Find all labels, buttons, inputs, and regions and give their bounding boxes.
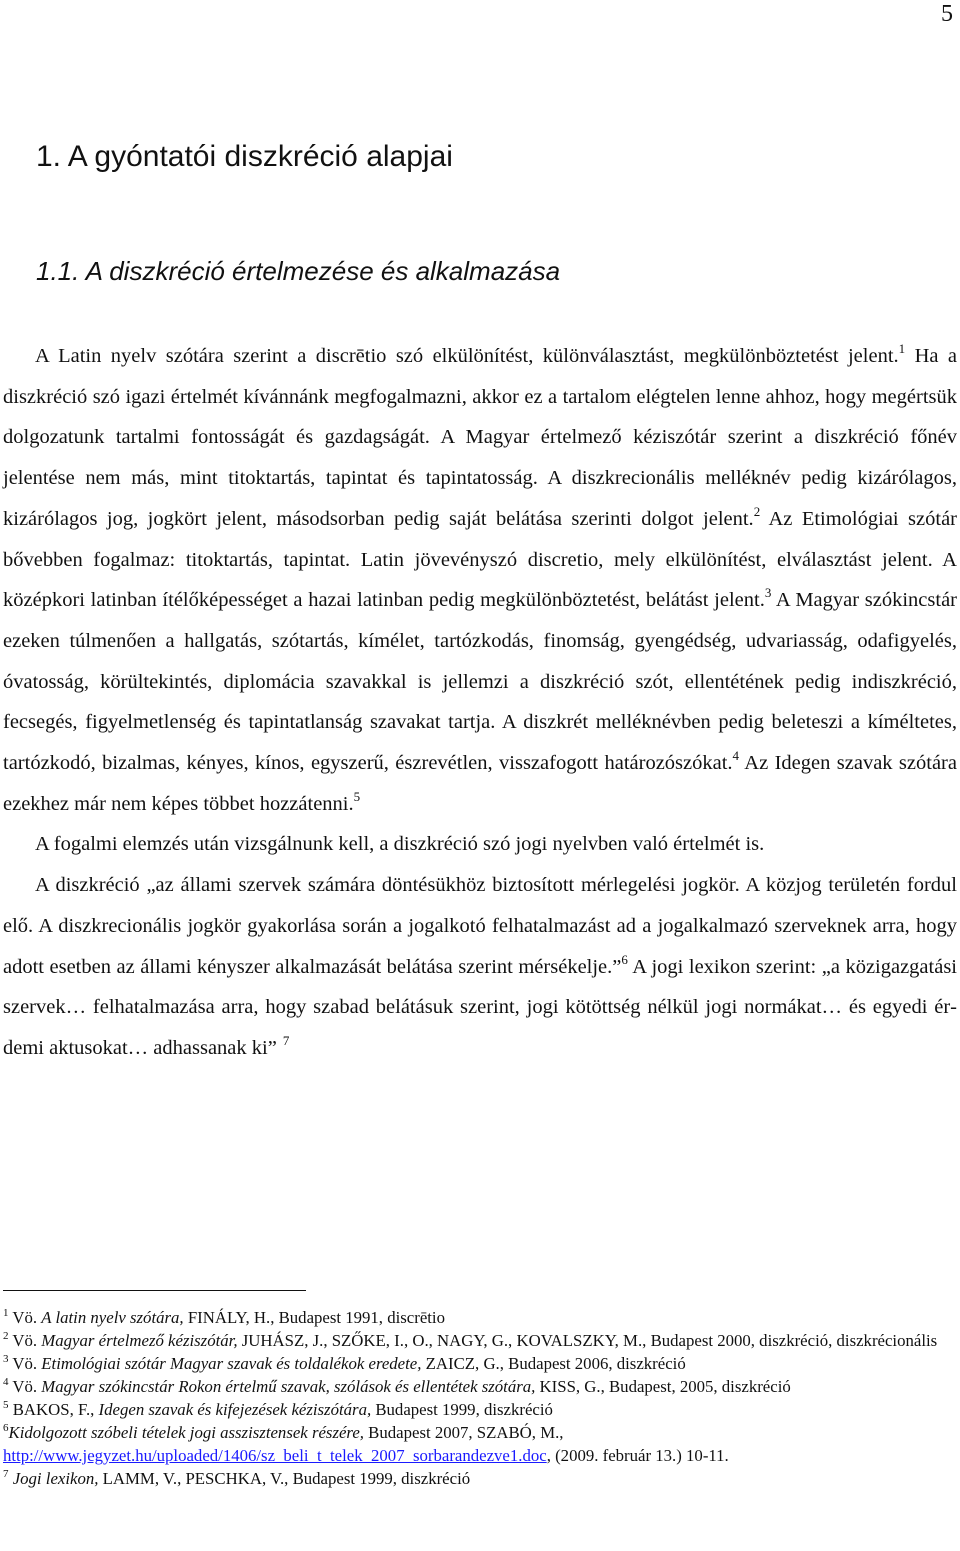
footnote-rest: , (2009. február 13.) 10-11.: [546, 1446, 729, 1465]
footnote-ref: 6: [621, 951, 628, 967]
footnote-4: [3, 1375, 957, 1398]
section-heading: 1.1. A diszkréció értelmezése és alkalmazása: [36, 256, 561, 286]
paragraph-text: A Latin nyelv szótára szerint a discrētio szó elkülönítést, különválasztást, megkülönböztetést jelent.: [35, 345, 899, 367]
paragraph-text: A jogi lexikon szerint: „a közigazgatási szervek… felhatalmazása arra, hogy szabad belátásuk szerint, jogi kötöttség nélkül jogi normákat… és egyedi érdemi aktusokat… adhassanak ki”: [3, 955, 957, 1059]
footnote-separator: [3, 1290, 306, 1291]
footnote-3: [3, 1352, 957, 1375]
footnote-link[interactable]: http://www.jegyzet.hu/uploaded/1406/sz_beli_t_telek_2007_sorbarandezve1.doc: [3, 1446, 547, 1465]
footnote-rest: LAMM, V., PESCHKA, V., Budapest 1999, diszkréció: [98, 1469, 471, 1488]
footnote-title: Etimológiai szótár Magyar szavak és toldalékok eredete,: [41, 1354, 422, 1373]
footnote-rest: JUHÁSZ, J., SZŐKE, I., O., NAGY, G., KOVALSZKY, M., Budapest 2000, diszkréció, diszkrécionális: [237, 1331, 938, 1350]
footnote-1: [3, 1306, 957, 1329]
footnote-6: [3, 1421, 957, 1467]
chapter-heading: 1. A gyóntatói diszkréció alapjai: [36, 140, 453, 173]
footnotes: [3, 1306, 957, 1490]
paragraph-text: A Magyar szókincstár ezeken túlmenően a hallgatás, szótartás, kímélet, tartózkodás, finomság, gyengédség, udvariasság, odafigyelés, óvatosság, körültekintés, diplomácia szavakkal is jellemzi a diszkréció szót, ellentétének pedig indiszkréció, fecsegés, figyelmetlenség és tapintatlanság szavakat tartja. A diszkrét melléknévben pedig beleteszi a kíméltetes, tartózkodó, bizalmas, kényes, kínos, egyszerű, észrevétlen, visszafogott határozószókat.: [3, 589, 958, 775]
footnote-ref: 5: [353, 788, 361, 804]
footnote-title: A latin nyelv szótára,: [41, 1308, 184, 1327]
footnote-7: [3, 1467, 957, 1490]
footnote-title: Magyar értelmező kéziszótár,: [41, 1331, 238, 1350]
paragraph-legal-meaning: [3, 865, 957, 1069]
footnote-number: 5: [3, 1399, 9, 1411]
footnote-2: [3, 1329, 957, 1352]
footnote-ref: 4: [732, 748, 740, 764]
footnote-lead: Vö.: [8, 1354, 42, 1373]
body-text: [3, 336, 957, 1069]
footnote-number: 1: [3, 1307, 9, 1319]
footnote-number: 3: [3, 1353, 9, 1365]
footnote-lead: Vö.: [8, 1331, 42, 1350]
page-number: 5: [941, 1, 953, 27]
paragraph-text: A diszkréció „az állami szervek számára döntésükhöz biztosított mérlegelési jogkör. A közjog területén fordul elő. A diszkrecionális jogkör gyakorlása során a jogalkotó felhatalmazást ad a jogalkalmazó szerveknek arra, hogy adott esetben az állami kényszer alkalmazását belátása szerint mérsékelje.”: [3, 874, 957, 978]
footnote-number: 6: [3, 1422, 9, 1434]
footnote-ref: 3: [764, 585, 772, 601]
footnote-lead: Vö.: [8, 1308, 42, 1327]
footnote-ref: 1: [898, 341, 906, 356]
footnote-rest: Budapest 2007, SZABÓ, M.,: [363, 1423, 564, 1442]
footnote-title: Kidolgozott szóbeli tételek jogi asszisztensek részére,: [8, 1423, 364, 1442]
footnote-number: 4: [3, 1376, 9, 1388]
footnote-rest: KISS, G., Budapest, 2005, diszkréció: [535, 1377, 791, 1396]
paragraph-text: Ha a diszkréció szó igazi értelmét kívánnánk megfogalmazni, akkor ez a tartalom elégtelen lenne ahhoz, hogy megértsük dolgozatunk tartalmi fontosságát és gazdagságát. A Magyar értelmező kéziszótár szerint a diszkréció főnév jelentése nem más, mint titoktartás, tapintat és tapintatosság. A diszkrecionális melléknév pedig kizárólagos, kizárólagos jog, jogkört jelent, másodsorban pedig saját belátása szerinti dolgot jelent.: [3, 345, 957, 530]
footnote-lead: Vö.: [8, 1377, 42, 1396]
paragraph-definitions: [3, 336, 957, 824]
footnote-rest: Budapest 1999, diszkréció: [371, 1400, 553, 1419]
paragraph-text: Az Idegen szavak szótára ezekhez már nem képes többet hozzátenni.: [3, 752, 957, 815]
footnote-title: Jogi lexikon,: [12, 1469, 99, 1488]
paragraph-text: Az Etimológiai szótár bővebben fogalmaz: titoktartás, tapintat. Latin jövevényszó discretio, mely elkülönítést, elválasztást jelent. A középkori latinban ítélőképességet a hazai latinban pedig megkülönböztetést, belátást jelent.: [3, 507, 957, 612]
footnote-title: Idegen szavak és kifejezések kéziszótára,: [98, 1400, 372, 1419]
footnote-ref: 7: [282, 1032, 290, 1048]
footnote-5: [3, 1398, 957, 1421]
footnote-rest: ZAICZ, G., Budapest 2006, diszkréció: [421, 1354, 686, 1373]
footnote-lead: BAKOS, F.,: [8, 1400, 99, 1419]
footnote-rest: FINÁLY, H., Budapest 1991, discrētio: [183, 1308, 445, 1327]
footnote-title: Magyar szókincstár Rokon értelmű szavak, szólások és ellentétek szótára,: [41, 1377, 536, 1396]
footnote-number: 7: [3, 1468, 9, 1480]
footnote-number: 2: [3, 1330, 9, 1342]
paragraph-transition: A fogalmi elemzés után vizsgálnunk kell, a diszkréció szó jogi nyelvben való értelmét is.: [35, 833, 765, 856]
footnote-ref: 2: [753, 503, 761, 519]
